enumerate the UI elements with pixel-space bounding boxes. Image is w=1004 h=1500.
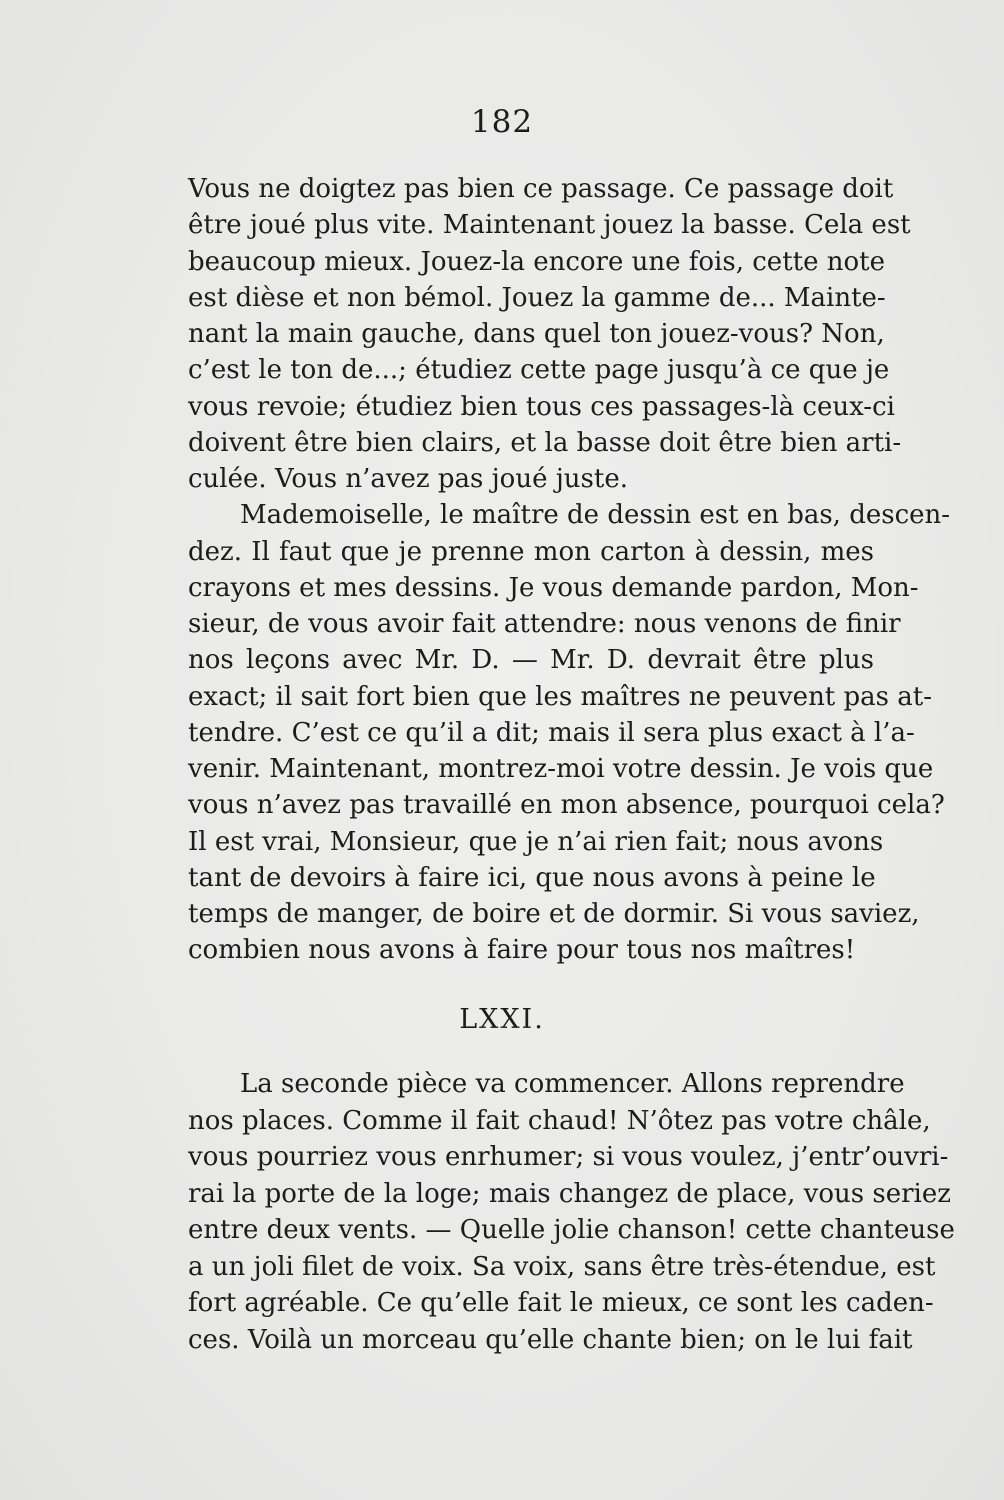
text-line: venir. Maintenant, montrez-moi votre dessin. Je vois que	[188, 754, 934, 784]
text-line: Vous ne doigtez pas bien ce passage. Ce passage doit	[188, 174, 894, 204]
text-line: a un joli filet de voix. Sa voix, sans être très-étendue, est	[188, 1252, 936, 1282]
text-line: crayons et mes dessins. Je vous demande pardon, Mon-	[188, 573, 919, 603]
text-line: nant la main gauche, dans quel ton jouez-vous? Non,	[188, 319, 885, 349]
text-line: nos leçons avec Mr. D. — Mr. D. devrait être plus	[188, 645, 874, 675]
text-line: vous revoie; étudiez bien tous ces passages-là ceux-ci	[188, 392, 895, 422]
text-line: ces. Voilà un morceau qu’elle chante bien; on le lui fait	[188, 1325, 913, 1355]
text-line: c’est le ton de...; étudiez cette page jusqu’à ce que je	[188, 355, 890, 385]
text-line: combien nous avons à faire pour tous nos maîtres!	[188, 935, 856, 965]
text-line: tendre. C’est ce qu’il a dit; mais il sera plus exact à l’a-	[188, 718, 915, 748]
text-line: est dièse et non bémol. Jouez la gamme de... Mainte-	[188, 283, 886, 313]
text-line: Mademoiselle, le maître de dessin est en bas, descen-	[240, 500, 951, 530]
text-line: entre deux vents. — Quelle jolie chanson! cette chanteuse	[188, 1215, 955, 1245]
text-line: rai la porte de la loge; mais changez de place, vous seriez	[188, 1179, 951, 1209]
text-line: sieur, de vous avoir fait attendre: nous venons de finir	[188, 609, 901, 639]
text-line: Il est vrai, Monsieur, que je n’ai rien fait; nous avons	[188, 827, 884, 857]
text-line: doivent être bien clairs, et la basse doit être bien arti-	[188, 428, 902, 458]
text-line: être joué plus vite. Maintenant jouez la basse. Cela est	[188, 210, 911, 240]
text-line: fort agréable. Ce qu’elle fait le mieux, ce sont les caden-	[188, 1288, 934, 1318]
text-line: beaucoup mieux. Jouez-la encore une fois, cette note	[188, 247, 885, 277]
text-line: dez. Il faut que je prenne mon carton à dessin, mes	[188, 537, 874, 567]
text-line: tant de devoirs à faire ici, que nous avons à peine le	[188, 863, 876, 893]
text-line: culée. Vous n’avez pas joué juste.	[188, 464, 628, 494]
text-line: temps de manger, de boire et de dormir. Si vous saviez,	[188, 899, 920, 929]
text-line: exact; il sait fort bien que les maîtres ne peuvent pas at-	[188, 682, 933, 712]
text-line: vous n’avez pas travaillé en mon absence, pourquoi cela?	[188, 790, 945, 820]
text-line: vous pourriez vous enrhumer; si vous voulez, j’entr’ouvri-	[188, 1142, 949, 1172]
section-heading: LXXI.	[459, 1004, 545, 1035]
page-number: 182	[470, 104, 534, 140]
text-line: La seconde pièce va commencer. Allons reprendre	[240, 1069, 905, 1099]
text-line: nos places. Comme il fait chaud! N’ôtez pas votre châle,	[188, 1106, 931, 1136]
